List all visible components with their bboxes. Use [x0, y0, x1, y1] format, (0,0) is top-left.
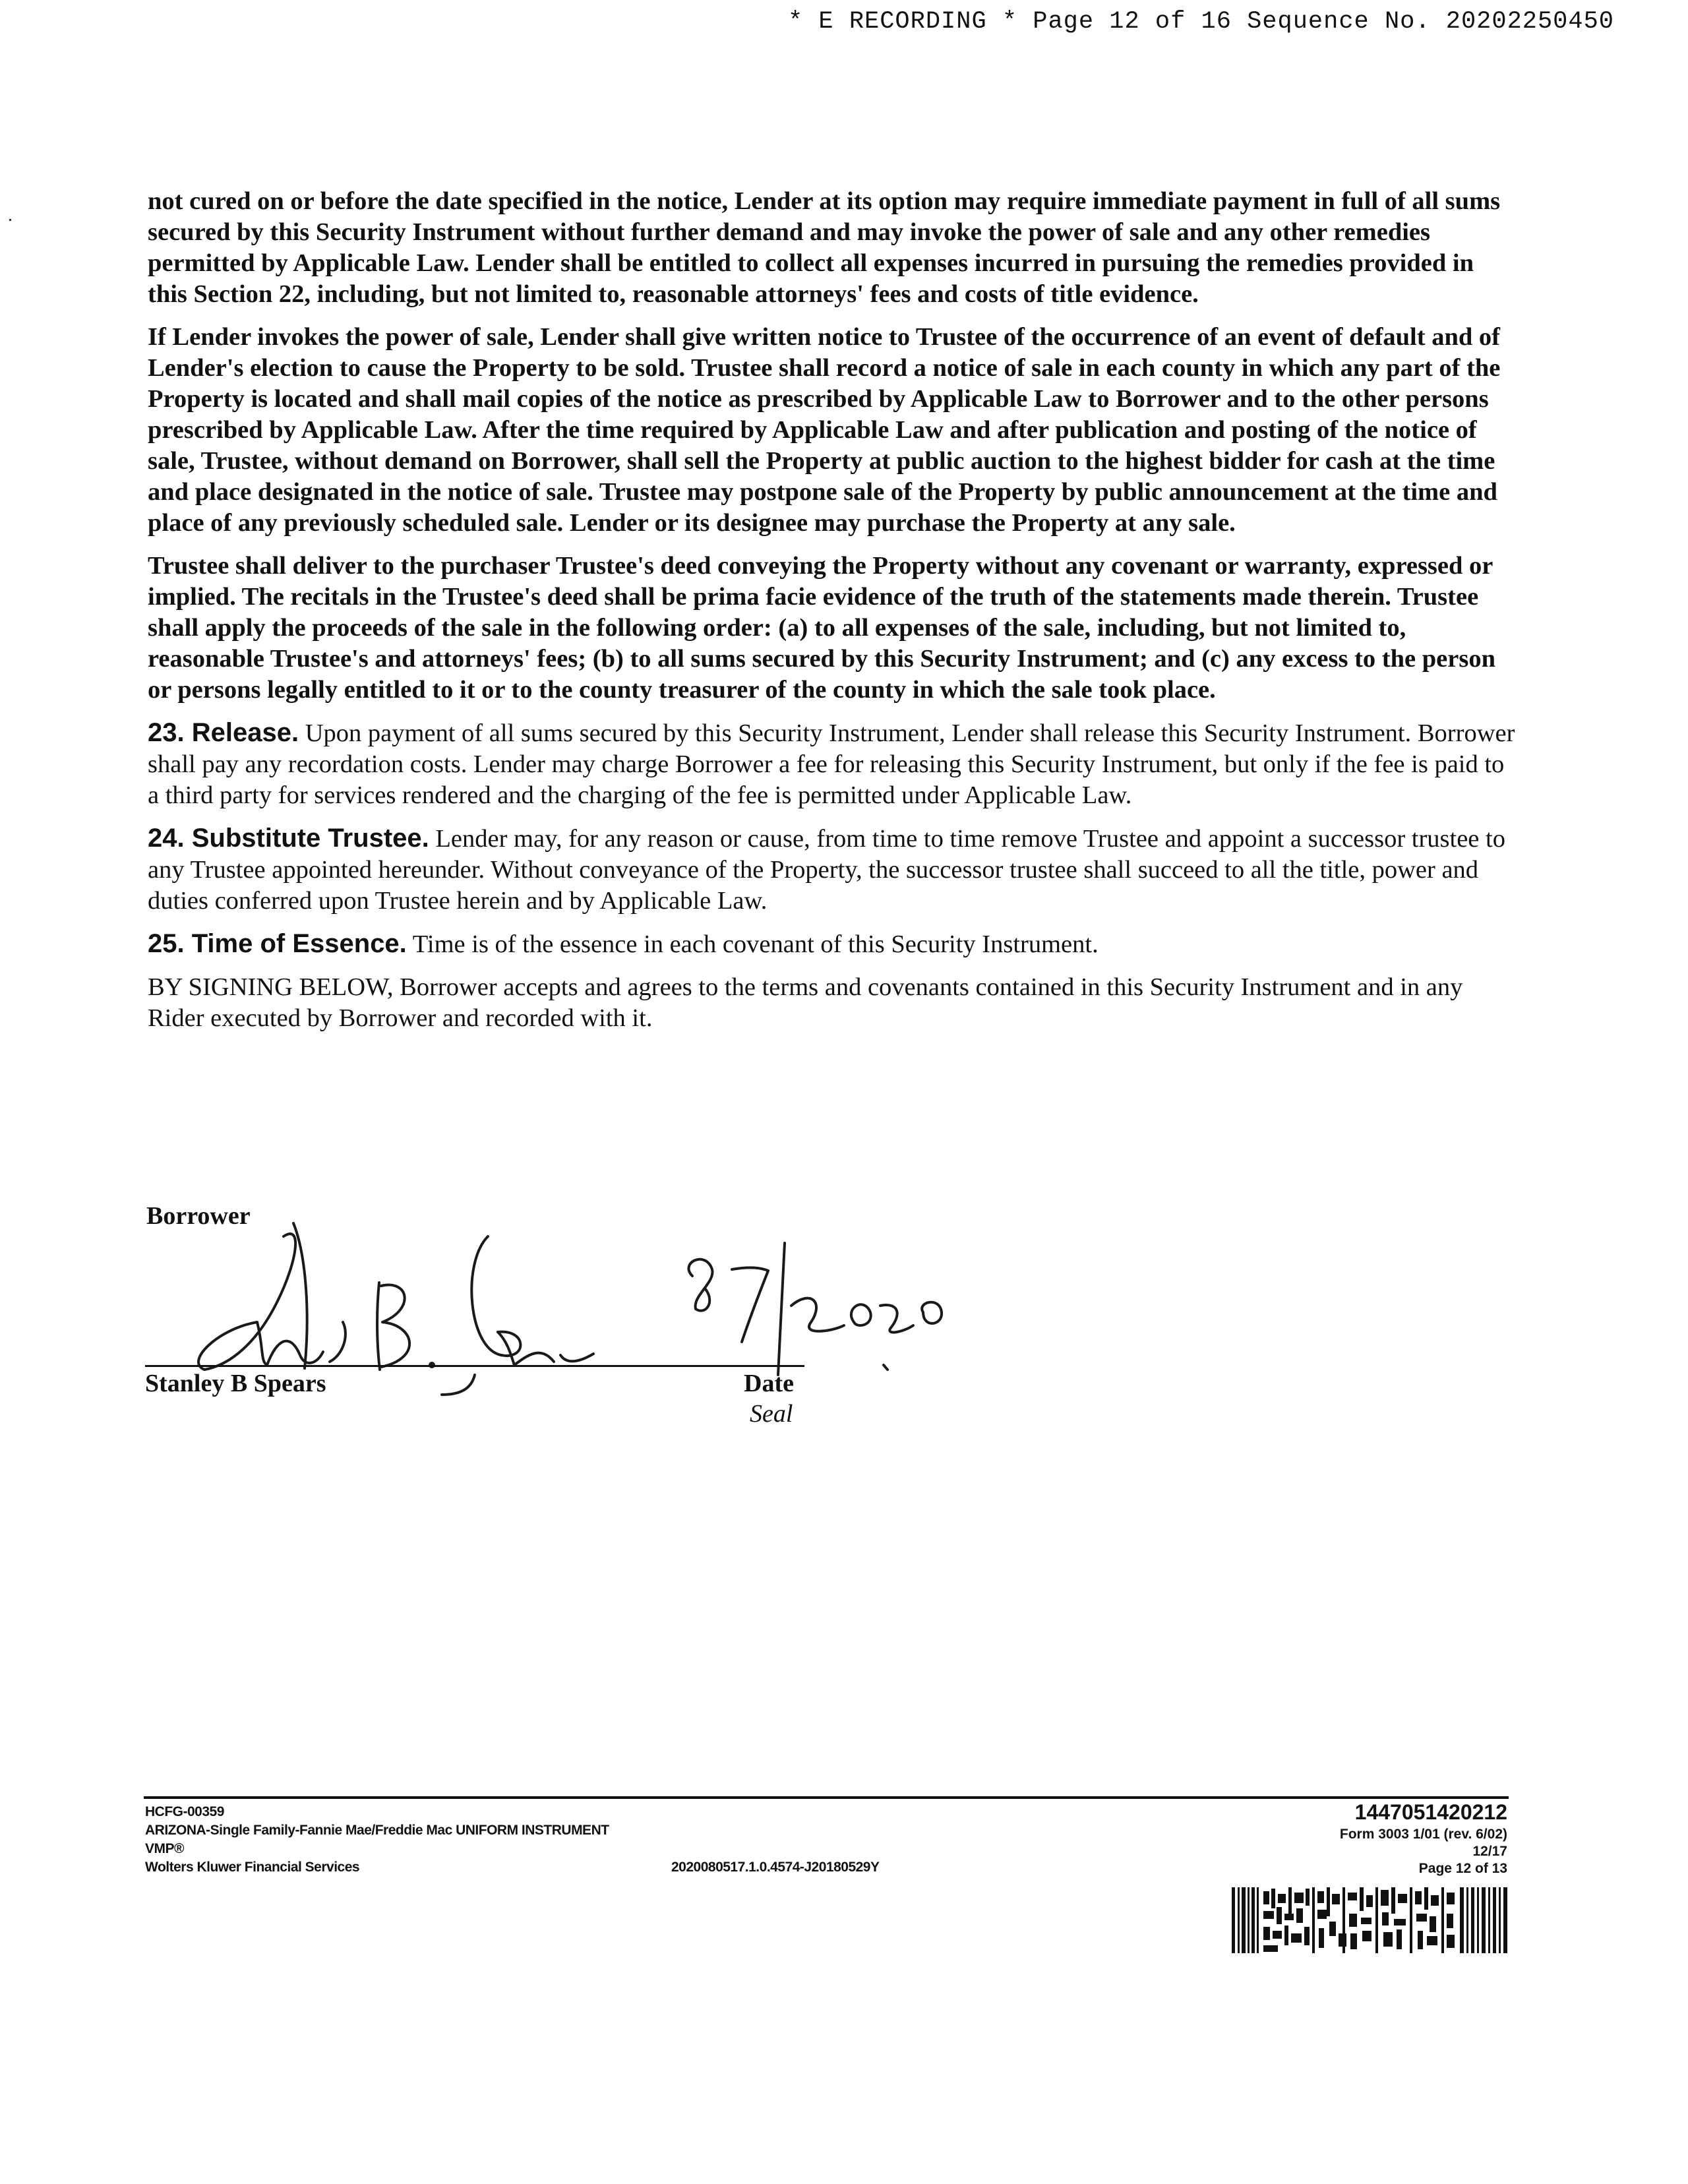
paragraph-remedies: not cured on or before the date specified in the notice, Lender at its option may require immediate payment in full of all sums secured by this Security Instrument without further demand and may invoke the power of sale and any other remedies permitted by Applicable Law. Lender shall be entitled to collect all expenses incurred in pursuing the remedies provided in this Section 22, including, but not limited to, reasonable attorneys' fees and costs of title evidence.: [148, 187, 1501, 308]
date-label: Date: [744, 1370, 794, 1397]
document-body: [148, 186, 1519, 1046]
signature-line: [145, 1365, 804, 1367]
section-24-substitute-trustee: [148, 823, 1519, 917]
section-24-heading: 24. Substitute Trustee.: [148, 824, 429, 853]
document-id: 2020080517.1.0.4574-J20180529Y: [671, 1860, 880, 1875]
instrument-title: ARIZONA-Single Family-Fannie Mae/Freddie Mac UNIFORM INSTRUMENT: [145, 1823, 609, 1838]
section-25-time-of-essence: [148, 928, 1519, 960]
paragraph-trustee-deed: Trustee shall deliver to the purchaser Trustee's deed conveying the Property without any covenant or warranty, expressed or implied. The recitals in the Trustee's deed shall be prima facie evidence of the truth of the statements made therein. Trustee shall apply the proceeds of the sale in the following order: (a) to all expenses of the sale, including, but not limited to, reasonable Trustee's and attorneys' fees; (b) to all sums secured by this Security Instrument; and (c) any excess to the person or persons legally entitled to it or to the county treasurer of the county in which the sale took place.: [148, 552, 1495, 704]
vmp-label: VMP®: [145, 1841, 184, 1856]
borrower-label: Borrower: [146, 1202, 251, 1230]
paragraph-power-of-sale: If Lender invokes the power of sale, Lender shall give written notice to Trustee of the occurrence of an event of default and of Lender's election to cause the Property to be sold. Trustee shall record a notice of sale in each county in which any part of the Property is located and shall mail copies of the notice as prescribed by Applicable Law to Borrower and to the other persons prescribed by Applicable Law. After the time required by Applicable Law and after publication and posting of the notice of sale, Trustee, without demand on Borrower, shall sell the Property at public auction to the highest bidder for cash at the time and place designated in the notice of sale. Trustee may postpone sale of the Property by public announcement at the time and place of any previously scheduled sale. Lender or its designee may purchase the Property at any sale.: [148, 323, 1501, 537]
scan-speck: [9, 219, 11, 221]
barcode-graphic: [1232, 1887, 1509, 1953]
recording-header: * E RECORDING * Page 12 of 16 Sequence No. 20202250450: [788, 8, 1614, 36]
section-25-heading: 25. Time of Essence.: [148, 929, 407, 958]
form-code: HCFG-00359: [145, 1804, 224, 1819]
signing-statement: BY SIGNING BELOW, Borrower accepts and agrees to the terms and covenants contained in this Security Instrument and in any Rider executed by Borrower and recorded with it.: [148, 973, 1463, 1032]
section-23-text: Upon payment of all sums secured by this Security Instrument, Lender shall release this Security Instrument. Borrower shall pay any recordation costs. Lender may charge Borrower a fee for releasing this Security Instrument, but only if the fee is paid to a third party for services rendered and the charging of the fee is permitted under Applicable Law.: [148, 719, 1515, 809]
section-24-text: Lender may, for any reason or cause, from time to time remove Trustee and appoint a successor trustee to any Trustee appointed hereunder. Without conveyance of the Property, the successor trustee shall succeed to all the title, power and duties conferred upon Trustee herein and by Applicable Law.: [148, 825, 1505, 915]
section-23-heading: 23. Release.: [148, 718, 299, 747]
seal-label: Seal: [750, 1400, 793, 1428]
signer-name: Stanley B Spears: [145, 1370, 326, 1397]
loan-number: 1447051420212: [1354, 1800, 1507, 1824]
footer-rule: [144, 1796, 1509, 1799]
form-date: 12/17: [1472, 1844, 1507, 1859]
footer-page-number: Page 12 of 13: [1418, 1861, 1507, 1876]
form-number: Form 3003 1/01 (rev. 6/02): [1339, 1827, 1507, 1842]
section-23-release: [148, 717, 1519, 811]
section-25-text: Time is of the essence in each covenant of this Security Instrument.: [412, 930, 1099, 958]
company-name: Wolters Kluwer Financial Services: [145, 1860, 360, 1875]
